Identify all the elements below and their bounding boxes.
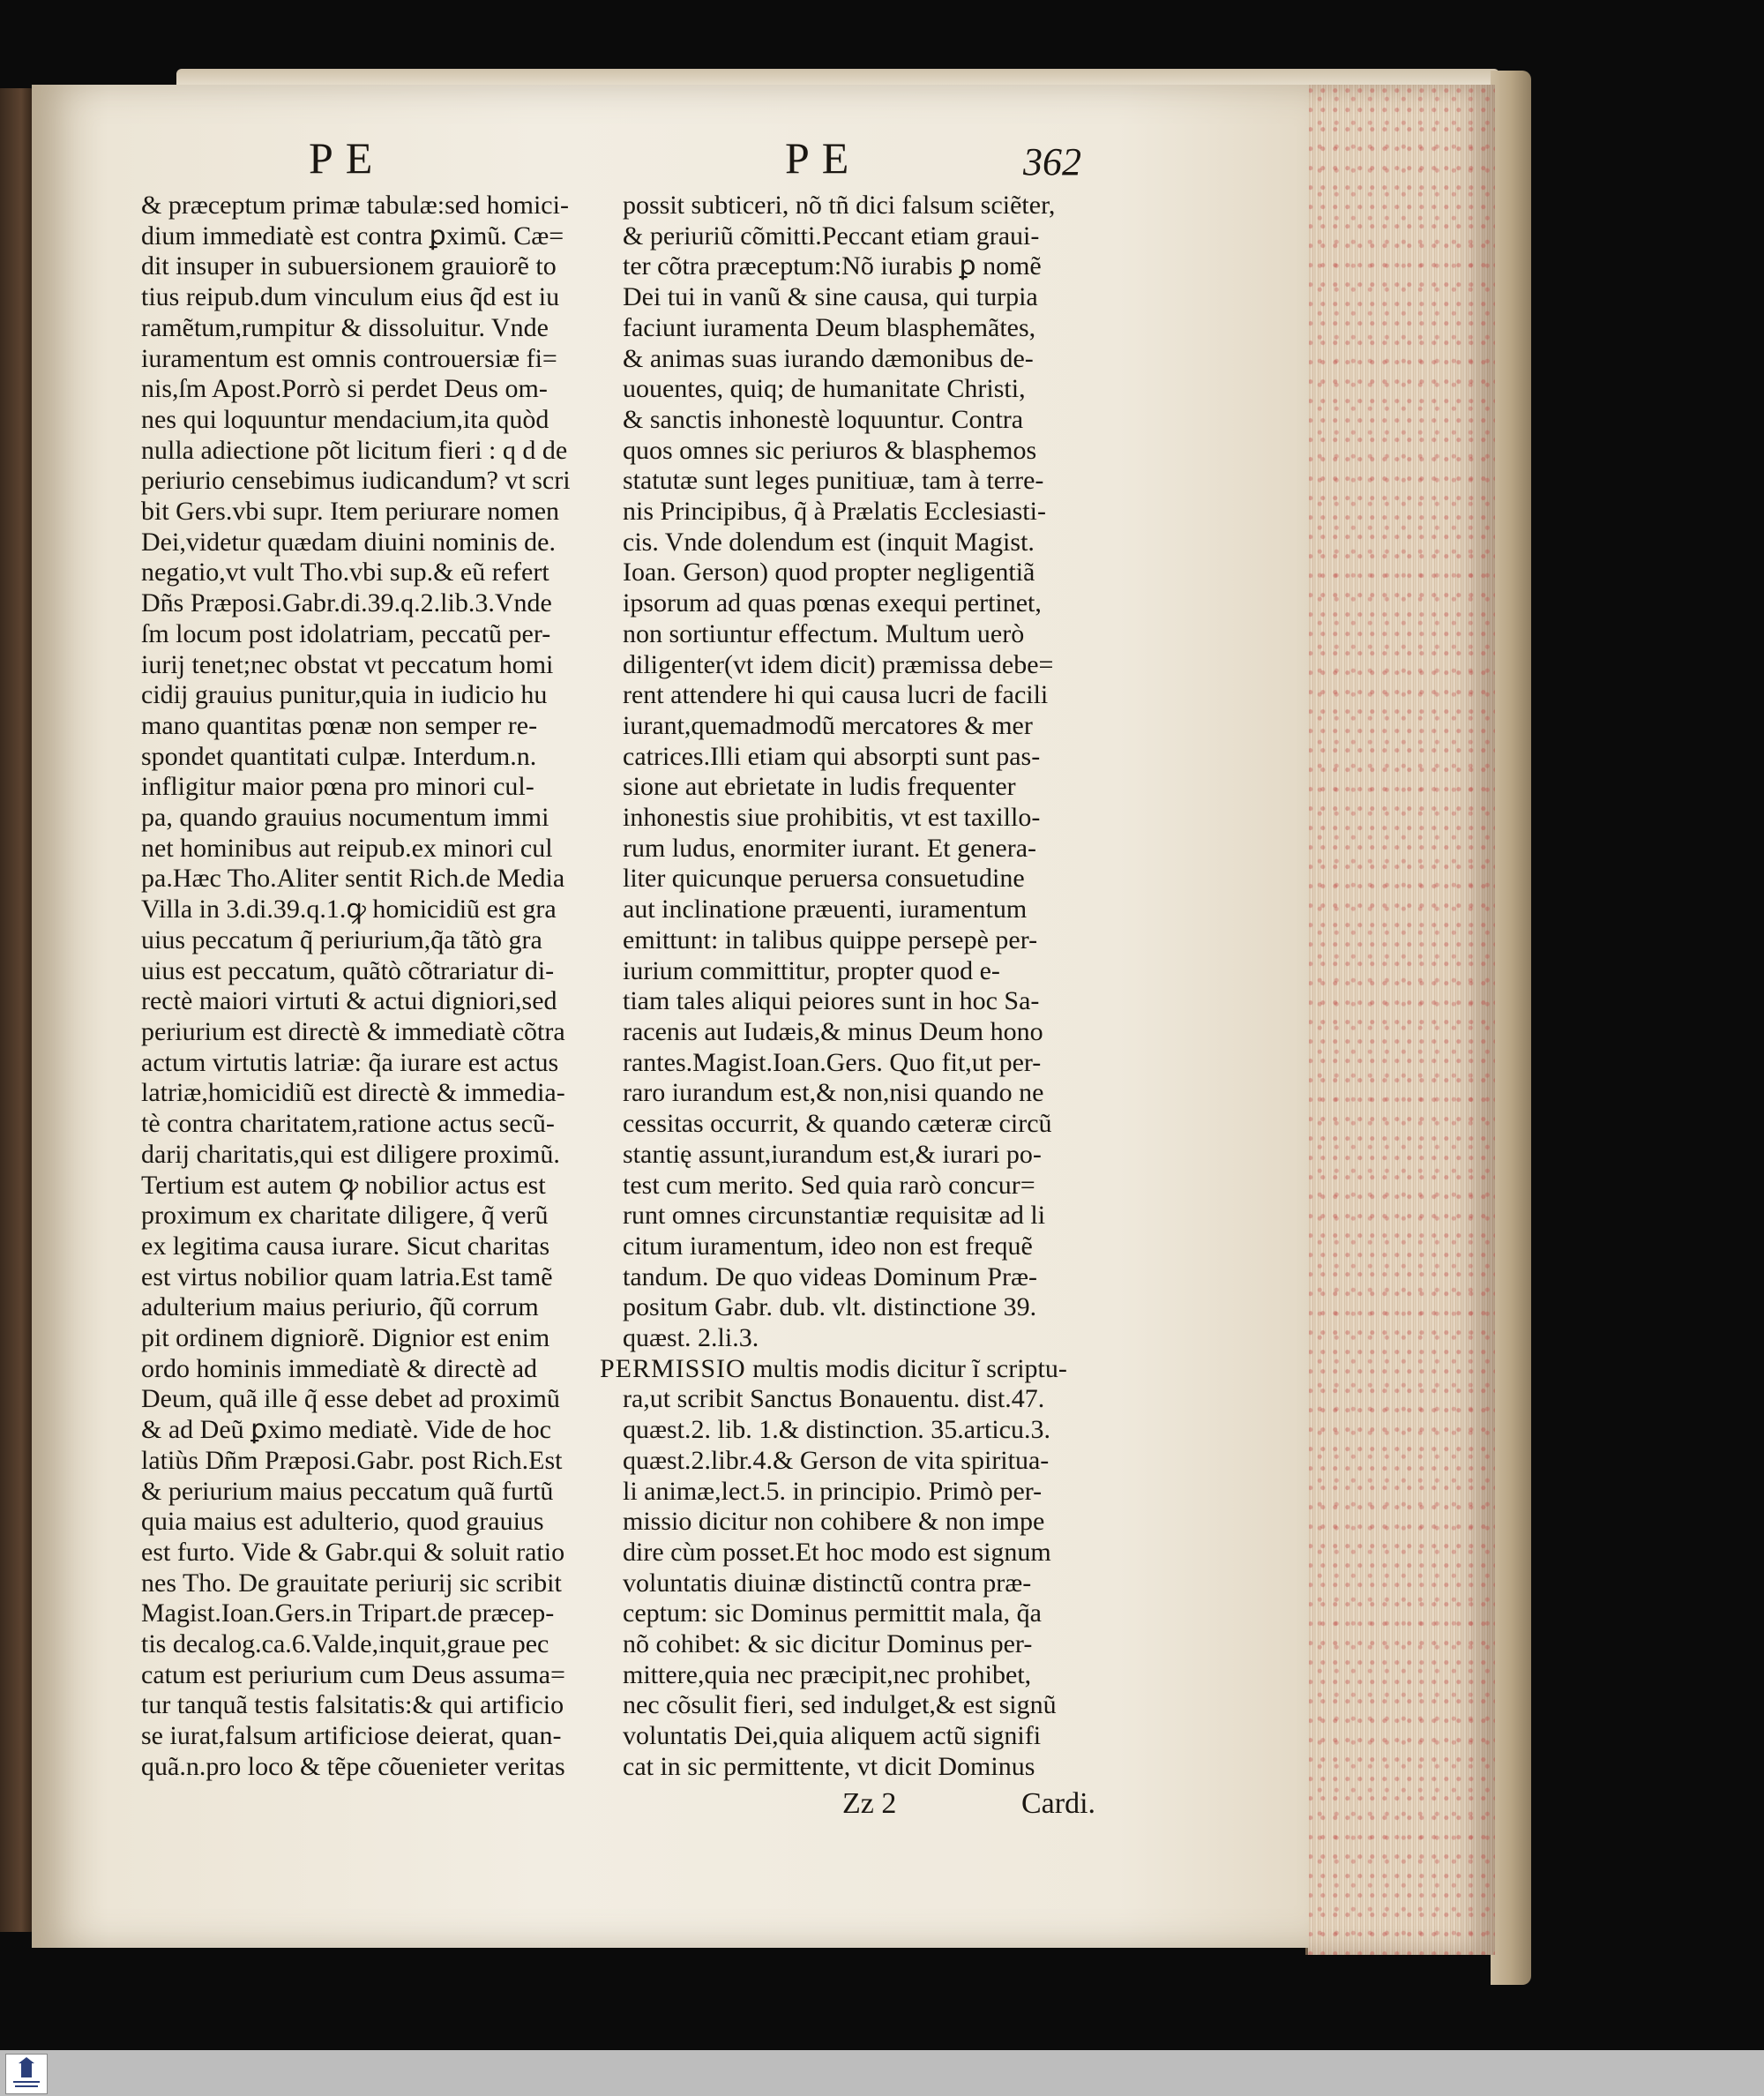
text-line: tur tanquã testis falsitatis:& qui artificio xyxy=(141,1690,564,1720)
text-line: Tertium est autem ꝙ nobilior actus est xyxy=(141,1170,546,1200)
text-line xyxy=(600,1354,1125,1385)
viewer-bottom-bar xyxy=(0,2050,1764,2096)
text-line: iurium committitur, propter quod e- xyxy=(623,955,1000,985)
text-line: possit subticeri, nõ tñ dici falsum sciẽter, xyxy=(623,191,1056,220)
text-line: voluntatis diuinæ distinctũ contra præ- xyxy=(623,1568,1032,1598)
text-line: mano quantitas pœnæ non semper re- xyxy=(141,710,538,740)
text-line: tandum. De quo videas Dominum Præ- xyxy=(623,1261,1037,1291)
running-head-left: PE xyxy=(309,133,385,183)
text-line: periurio censebimus iudicandum? vt scri xyxy=(141,466,571,496)
text-line: Villa in 3.di.39.q.1.ꝙ homicidiũ est gra xyxy=(141,895,557,924)
text-line: Dei tui in vanũ & sine causa, qui turpia xyxy=(623,282,1038,312)
text-line: Ioan. Gerson) quod propter negligentiã xyxy=(623,558,1035,588)
text-line: cis. Vnde dolendum est (inquit Magist. xyxy=(623,527,1035,557)
text-line: mittere,quia nec præcipit,nec prohibet, xyxy=(623,1659,1032,1689)
text-line: nec cõsulit fieri, sed indulget,& est signũ xyxy=(623,1690,1057,1720)
text-line: quos omnes sic periuros & blasphemos xyxy=(623,435,1037,465)
signature-mark: Zz 2 xyxy=(842,1787,897,1820)
text-line: proximum ex charitate diligere, q̃ verũ xyxy=(141,1201,549,1231)
text-line: infligitur maior pœna pro minori cul- xyxy=(141,772,534,802)
text-line: & animas suas iurando dæmonibus de- xyxy=(623,343,1034,373)
text-line: actum virtutis latriæ: q̃a iurare est actus xyxy=(141,1047,559,1077)
text-line: pa.Hæc Tho.Aliter sentit Rich.de Media xyxy=(141,864,565,894)
text-line: rum ludus, enormiter iurant. Et genera- xyxy=(623,833,1037,863)
text-line: aut inclinatione præuenti, iuramentum xyxy=(623,895,1028,924)
text-line: iurant,quemadmodũ mercatores & mer xyxy=(623,710,1033,740)
text-line: periurium est directè & immediatè cõtra xyxy=(141,1016,565,1046)
text-line: Dei,videtur quædam diuini nominis de. xyxy=(141,527,556,557)
text-line: stantię assunt,iurandum est,& iurari po- xyxy=(623,1139,1042,1169)
text-line: Magist.Ioan.Gers.in Tripart.de præcep- xyxy=(141,1598,555,1628)
text-line: diligenter(vt idem dicit) præmissa debe= xyxy=(623,649,1054,679)
text-line: li animæ,lect.5. in principio. Primò per- xyxy=(623,1476,1043,1506)
text-line: cessitas occurrit, & quando cæteræ circũ xyxy=(623,1109,1052,1139)
text-line: uius peccatum q̃ periurium,q̃a tãtò gra xyxy=(141,924,542,954)
text-line: rantes.Magist.Ioan.Gers. Quo fit,ut per- xyxy=(623,1047,1042,1077)
text-line: & periurium maius peccatum quã furtũ xyxy=(141,1476,554,1506)
text-line: darij charitatis,qui est diligere proximũ. xyxy=(141,1139,560,1169)
text-line: pit ordinem digniorẽ. Dignior est enim xyxy=(141,1323,550,1353)
text-line: rent attendere hi qui causa lucri de facili xyxy=(623,680,1049,710)
text-line: nis,ſm Apost.Porrò si perdet Deus om- xyxy=(141,374,548,404)
text-line: latiùs Dñm Præposi.Gabr. post Rich.Est xyxy=(141,1445,563,1475)
text-line: net hominibus aut reipub.ex minori cul xyxy=(141,833,553,863)
text-line: tis decalog.ca.6.Valde,inquit,graue pec xyxy=(141,1629,549,1659)
text-line: racenis aut Iudæis,& minus Deum hono xyxy=(623,1016,1043,1046)
text-line: negatio,vt vult Tho.vbi sup.& eũ refert xyxy=(141,558,549,588)
text-line: se iurat,falsum artificiose deierat, quan- xyxy=(141,1721,562,1751)
text-line: cat in sic permittente, vt dicit Dominus xyxy=(623,1751,1035,1781)
entry-headword: PERMISSIO xyxy=(600,1353,746,1383)
text-line: ipsorum ad quas pœnas exequi pertinet, xyxy=(623,588,1042,618)
text-line: ramẽtum,rumpitur & dissoluitur. Vnde xyxy=(141,312,549,342)
text-line: ordo hominis immediatè & directè ad xyxy=(141,1353,538,1383)
page-fore-edge xyxy=(1305,85,1495,1955)
text-line: iurij tenet;nec obstat vt peccatum homi xyxy=(141,649,554,679)
text-line: quã.n.pro loco & tẽpe cõuenieter veritas xyxy=(141,1751,565,1781)
text-line: catrices.Illi etiam qui absorpti sunt pas- xyxy=(623,741,1041,771)
text-line: ex legitima causa iurare. Sicut charitas xyxy=(141,1231,550,1261)
text-line: ter cõtra præceptum:Nõ iurabis ꝑ nomẽ xyxy=(623,251,1042,281)
text-line: est furto. Vide & Gabr.qui & soluit ratio xyxy=(141,1537,565,1567)
text-line: non sortiuntur effectum. Multum uerò xyxy=(623,618,1025,648)
text-line: tè contra charitatem,ratione actus secũ- xyxy=(141,1109,555,1139)
text-line: adulterium maius periurio, q̃ũ corrum xyxy=(141,1292,539,1322)
text-line: quæst. 2.li.3. xyxy=(623,1323,759,1353)
catchword: Cardi. xyxy=(1021,1787,1096,1820)
text-line: statutæ sunt leges punitiuæ, tam à terre- xyxy=(623,466,1044,496)
text-line: & sanctis inhonestè loquuntur. Contra xyxy=(623,404,1024,434)
text-line: Dñs Præposi.Gabr.di.39.q.2.lib.3.Vnde xyxy=(141,588,552,618)
text-line: & præceptum primæ tabulæ:sed homici- xyxy=(141,191,569,220)
text-line: inhonestis siue prohibitis, vt est taxillo- xyxy=(623,803,1041,833)
text-line: quæst.2.libr.4.& Gerson de vita spiritua- xyxy=(623,1445,1050,1475)
text-line: uouentes, quiq; de humanitate Christi, xyxy=(623,374,1026,404)
entry-line-text: multis modis dicitur ĩ scriptu- xyxy=(752,1353,1067,1383)
text-line: uius est peccatum, quãtò cõtrariatur di- xyxy=(141,955,555,985)
text-line: bit Gers.vbi supr. Item periurare nomen xyxy=(141,497,560,527)
text-line: iuramentum est omnis controuersiæ fi= xyxy=(141,343,557,373)
text-line: nes Tho. De grauitate periurij sic scribit xyxy=(141,1568,562,1598)
book-cover-right xyxy=(1491,71,1531,1985)
text-line: quia maius est adulterio, quod grauius xyxy=(141,1507,544,1537)
text-line: latriæ,homicidiũ est directè & immedia- xyxy=(141,1078,565,1108)
text-line: pa, quando grauius nocumentum immi xyxy=(141,803,549,833)
text-line: est virtus nobilior quam latria.Est tamẽ xyxy=(141,1261,553,1291)
text-line: tius reipub.dum vinculum eius q̃d est iu xyxy=(141,282,560,312)
text-line: positum Gabr. dub. vlt. distinctione 39. xyxy=(623,1292,1037,1322)
text-line: & ad Deũ ꝑximo mediatè. Vide de hoc xyxy=(141,1415,551,1445)
text-line: missio dicitur non cohibere & non impe xyxy=(623,1507,1045,1537)
text-line: dire cùm posset.Et hoc modo est signum xyxy=(623,1537,1051,1567)
text-line: voluntatis Dei,quia aliquem actũ signifi xyxy=(623,1721,1042,1751)
text-line: tiam tales aliqui peiores sunt in hoc Sa- xyxy=(623,986,1040,1016)
text-line: citum iuramentum, ideo non est frequẽ xyxy=(623,1231,1033,1261)
text-line: Deum, quã ille q̃ esse debet ad proximũ xyxy=(141,1384,560,1414)
text-line: nõ cohibet: & sic dicitur Dominus per- xyxy=(623,1629,1033,1659)
text-line: ceptum: sic Dominus permittit mala, q̃a xyxy=(623,1598,1042,1628)
text-line: test cum merito. Sed quia rarò concur= xyxy=(623,1170,1035,1200)
text-line: catum est periurium cum Deus assuma= xyxy=(141,1659,565,1689)
text-line: raro iurandum est,& non,nisi quando ne xyxy=(623,1078,1044,1108)
text-line: faciunt iuramenta Deum blasphemãtes, xyxy=(623,312,1036,342)
text-line: quæst.2. lib. 1.& distinction. 35.articu.3. xyxy=(623,1415,1050,1445)
text-line: nis Principibus, q̃ à Prælatis Ecclesiasti- xyxy=(623,497,1046,527)
text-line: ra,ut scribit Sanctus Bonauentu. dist.47. xyxy=(623,1384,1045,1414)
text-line: cidij grauius punitur,quia in iudicio hu xyxy=(141,680,548,710)
right-text-column xyxy=(600,191,1125,1783)
text-line: emittunt: in talibus quippe persepè per- xyxy=(623,924,1038,954)
page-number: 362 xyxy=(1023,140,1081,183)
text-line: nulla adiectione põt licitum fieri : q d de xyxy=(141,435,568,465)
text-line: liter quicunque peruersa consuetudine xyxy=(623,864,1025,894)
text-line: ſm locum post idolatriam, peccatũ per- xyxy=(141,618,551,648)
text-line: spondet quantitati culpæ. Interdum.n. xyxy=(141,741,537,771)
running-head-right: PE xyxy=(785,133,862,183)
book-binding-left xyxy=(0,88,35,1932)
text-line: runt omnes circunstantiæ requisitæ ad li xyxy=(623,1201,1046,1231)
text-line: rectè maiori virtuti & actui digniori,sed xyxy=(141,986,557,1016)
franckesche-stiftungen-logo-icon xyxy=(5,2054,48,2094)
text-line: dium immediatè est contra ꝑximũ. Cæ= xyxy=(141,221,564,251)
text-line: sione aut ebrietate in ludis frequenter xyxy=(623,772,1016,802)
text-line: & periuriũ cõmitti.Peccant etiam graui- xyxy=(623,221,1040,251)
left-text-column xyxy=(141,191,595,1783)
text-line: nes qui loquuntur mendacium,ita quòd xyxy=(141,404,549,434)
text-line: dit insuper in subuersionem grauiorẽ to xyxy=(141,251,557,281)
